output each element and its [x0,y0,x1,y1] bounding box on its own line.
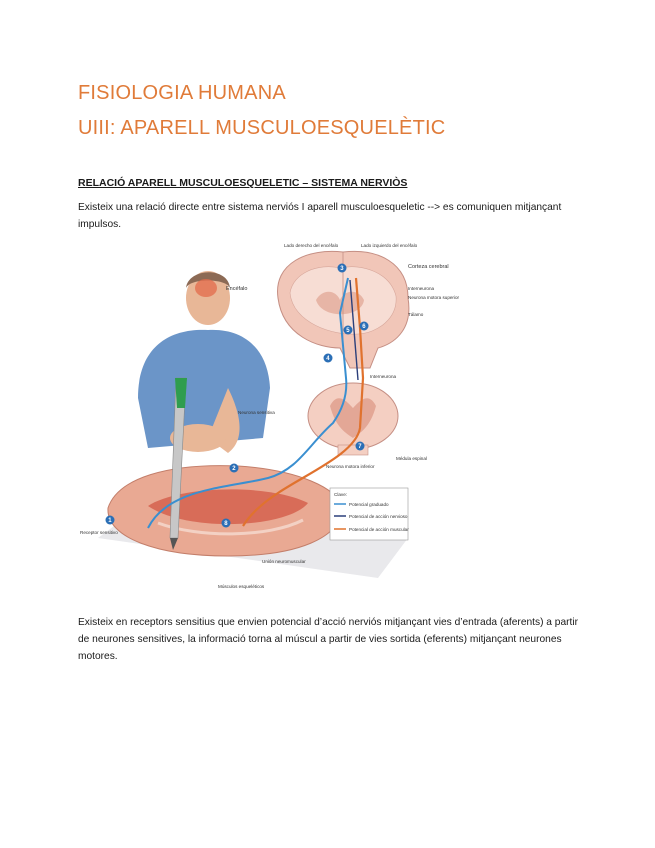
svg-text:4: 4 [326,356,330,363]
page-subtitle: UIII: APARELL MUSCULOESQUELÈTIC [78,117,446,139]
label-upper-motor-neuron: Neurona motora superior [408,295,460,300]
svg-text:5: 5 [346,328,350,335]
figure-legend [330,488,409,540]
label-sensory-receptor: Receptor sensitivo [80,530,118,535]
label-neuromuscular-junction: Unión neuromuscular [262,559,306,564]
label-skeletal-muscles: Músculos esqueléticos [218,584,265,589]
label-thalamus: Tálamo [408,312,424,317]
label-interneuron: Interneurona [408,286,435,291]
svg-text:8: 8 [224,521,228,528]
label-spinal-cord: Médula espinal [396,456,427,461]
svg-text:7: 7 [358,444,362,451]
label-sensory-neuron: Neurona sensitiva [238,410,275,415]
label-interneuron-2: Interneurona [370,374,397,379]
label-left-brain: Lado izquierdo del encéfalo [361,243,418,248]
svg-text:2: 2 [232,466,236,473]
label-cerebral-cortex: Corteza cerebral [408,264,449,270]
label-lower-motor-neuron: Neurona motora inferior [326,464,375,469]
svg-text:1: 1 [108,518,112,525]
arm-illustration [108,466,343,556]
legend-item-graded: Potencial graduado [349,502,389,507]
nervous-system-figure [78,238,460,598]
legend-item-muscle: Potencial de acción muscular [349,527,409,532]
page-title: FISIOLOGIA HUMANA [78,82,286,104]
intro-paragraph: Existeix una relació directe entre sistema nerviós I aparell musculoesqueletic --> es comuniquen mitjançant impulsos. [78,202,562,230]
svg-text:6: 6 [362,324,366,331]
body-paragraph: Existeix en receptors sensitius que envien potencial d’acció nerviós mitjançant vies d’entrada (aferents) a partir de neurones sensitives, la informació torna al múscul a partir de vies sortida (eferents) mitjançant neurones motores. [78,617,579,662]
legend-item-nerve: Potencial de acción nervioso [349,514,408,519]
svg-text:3: 3 [340,266,344,273]
figure-illustration [78,238,460,598]
legend-title: Clave: [334,492,348,497]
section-heading: RELACIÓ APARELL MUSCULOESQUELETIC – SISTEMA NERVIÒS [78,177,408,189]
label-encephalon: Encéfalo [226,286,248,292]
label-right-brain: Lado derecho del encéfalo [284,243,339,248]
